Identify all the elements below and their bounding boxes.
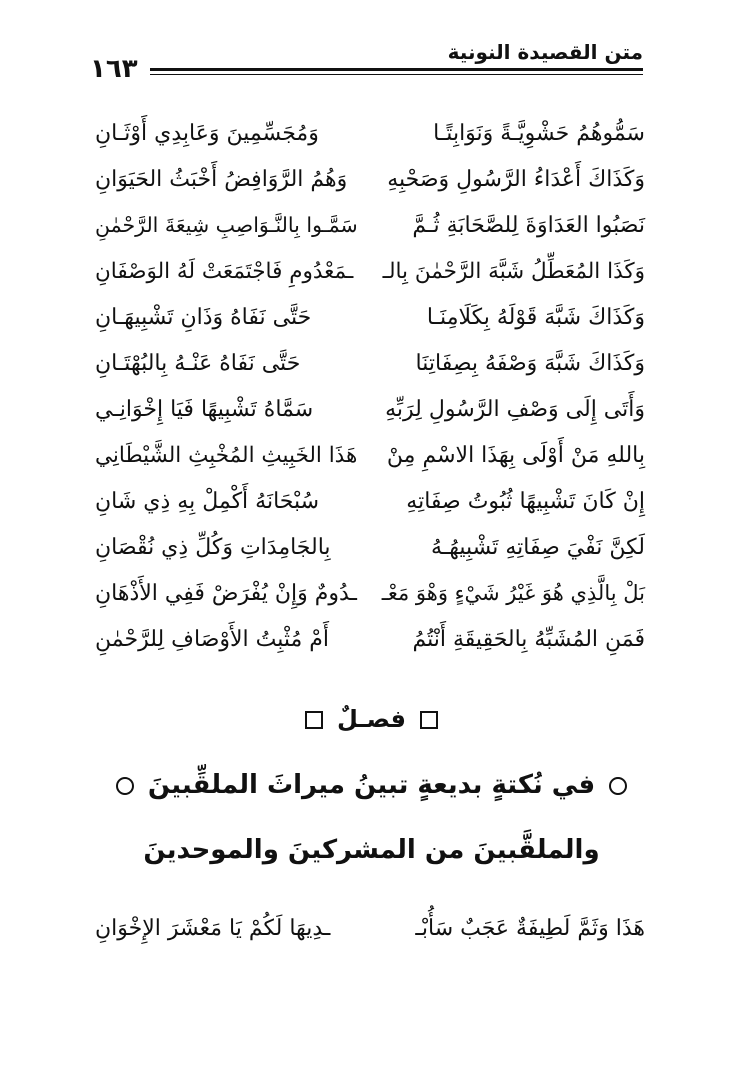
verse-line (95, 432, 645, 478)
verse-line (95, 110, 645, 156)
verse-first-hemistich: وَأَتَى إِلَى وَصْفِ الرَّسُولِ لِرَبِّهِ (385, 396, 645, 422)
verse-line (95, 248, 645, 294)
verse-line (95, 524, 645, 570)
verse-second-hemistich: ـدُومٌ وَإِنْ يُفْرَضْ فَفِي الأَذْهَانِ (95, 580, 357, 606)
circle-outline-icon (116, 777, 134, 795)
verse-first-hemistich: لَكِنَّ نَفْيَ صِفَاتِهِ تَشْبِيهُـهُ (430, 534, 645, 560)
section-subtitle-continued (0, 835, 743, 865)
verse-first-hemistich: نَصَبُوا العَدَاوَةَ لِلصَّحَابَةِ ثُـمَّ (412, 212, 645, 238)
square-outline-icon (420, 711, 438, 729)
section-subtitle-line-1: في نُكتةٍ بديعةٍ تبينُ ميراثَ الملقِّبينَ (147, 770, 596, 800)
verse-first-hemistich: فَمَنِ المُشَبِّهُ بِالحَقِيقَةِ أَنْتُمُ (412, 626, 645, 652)
verse-first-hemistich: وَكَذَاكَ شَبَّهَ وَصْفَهُ بِصِفَاتِنَا (415, 350, 645, 376)
verse-line (95, 905, 645, 951)
verse-line (95, 340, 645, 386)
verse-second-hemistich: حَتَّى نَفَاهُ عَنْـهُ بِالبُهْتَـانِ (95, 350, 301, 376)
verse-first-hemistich: وَكَذَاكَ أَعْدَاءُ الرَّسُولِ وَصَحْبِهِ (387, 166, 645, 192)
section-subtitle (0, 770, 743, 800)
running-title: متن القصيدة النونية (447, 40, 643, 64)
verse-first-hemistich: وَكَذَا المُعَطِّلُ شَبَّهَ الرَّحْمٰنَ بِالـ (382, 258, 645, 284)
verse-first-hemistich: هَذَا وَثَمَّ لَطِيفَةٌ عَجَبٌ سَأُبْـ (415, 915, 645, 941)
section-subtitle-line-2: والملقَّبينَ من المشركينَ والموحدينَ (143, 835, 600, 865)
verse-second-hemistich: بِالجَامِدَاتِ وَكُلِّ ذِي نُقْصَانِ (95, 534, 331, 560)
page-header (90, 40, 643, 84)
verse-second-hemistich: سَمَّاهُ تَشْبِيهًا فَيَا إِخْوَانِـي (95, 396, 314, 422)
verse-first-hemistich: سَمُّوهُمُ حَشْوِيَّـةً وَنَوَابِتًـا (433, 120, 645, 146)
verse-second-hemistich: وَهُمُ الرَّوَافِضُ أَخْبَثُ الحَيَوَانِ (95, 166, 348, 192)
verse-second-hemistich: ـمَعْدُومِ فَاجْتَمَعَتْ لَهُ الوَصْفَانِ (95, 258, 354, 284)
verse-first-hemistich: بَلْ بِالَّذِي هُوَ غَيْرُ شَيْءٍ وَهْوَ مَعْـ (381, 581, 645, 605)
verse-first-hemistich: وَكَذَاكَ شَبَّهَ قَوْلَهُ بِكَلَامِنَـا (426, 304, 645, 330)
verse-second-hemistich: سُبْحَانَهُ أَكْمِلْ بِهِ ذِي شَانِ (95, 488, 320, 514)
verse-line (95, 386, 645, 432)
verse-line (95, 570, 645, 616)
page-number: ١٦٣ (90, 54, 138, 84)
circle-outline-icon (609, 777, 627, 795)
header-rule-thin (150, 74, 643, 75)
verse-line (95, 202, 645, 248)
section-heading (0, 705, 743, 733)
verse-list (95, 110, 645, 662)
verse-second-hemistich: سَمَّـوا بِالنَّـوَاصِبِ شِيعَةَ الرَّحْمٰنِ (95, 213, 358, 237)
verse-second-hemistich: ـدِيهَا لَكُمْ يَا مَعْشَرَ الإِخْوَانِ (95, 915, 331, 941)
verse-second-hemistich: هَذَا الخَبِيثِ المُخْبِثِ الشَّيْطَانِي (95, 442, 358, 468)
verse-second-hemistich: وَمُجَسِّمِينَ وَعَابِدِي أَوْثَـانِ (95, 120, 319, 146)
verse-line (95, 156, 645, 202)
verse-second-hemistich: حَتَّى نَفَاهُ وَذَانِ تَشْبِيهَـانِ (95, 304, 312, 330)
verse-line (95, 294, 645, 340)
section-heading-label: فصـلٌ (337, 705, 406, 733)
verse-line (95, 616, 645, 662)
header-rule-thick (150, 68, 643, 71)
square-outline-icon (305, 711, 323, 729)
verse-second-hemistich: أَمْ مُثْبِتُ الأَوْصَافِ لِلرَّحْمٰنِ (95, 626, 330, 652)
verse-line (95, 478, 645, 524)
verse-first-hemistich: إِنْ كَانَ تَشْبِيهًا ثُبُوتُ صِفَاتِهِ (406, 488, 645, 514)
verse-first-hemistich: بِاللهِ مَنْ أَوْلَى بِهَذَا الاسْمِ مِنْ (386, 442, 645, 468)
